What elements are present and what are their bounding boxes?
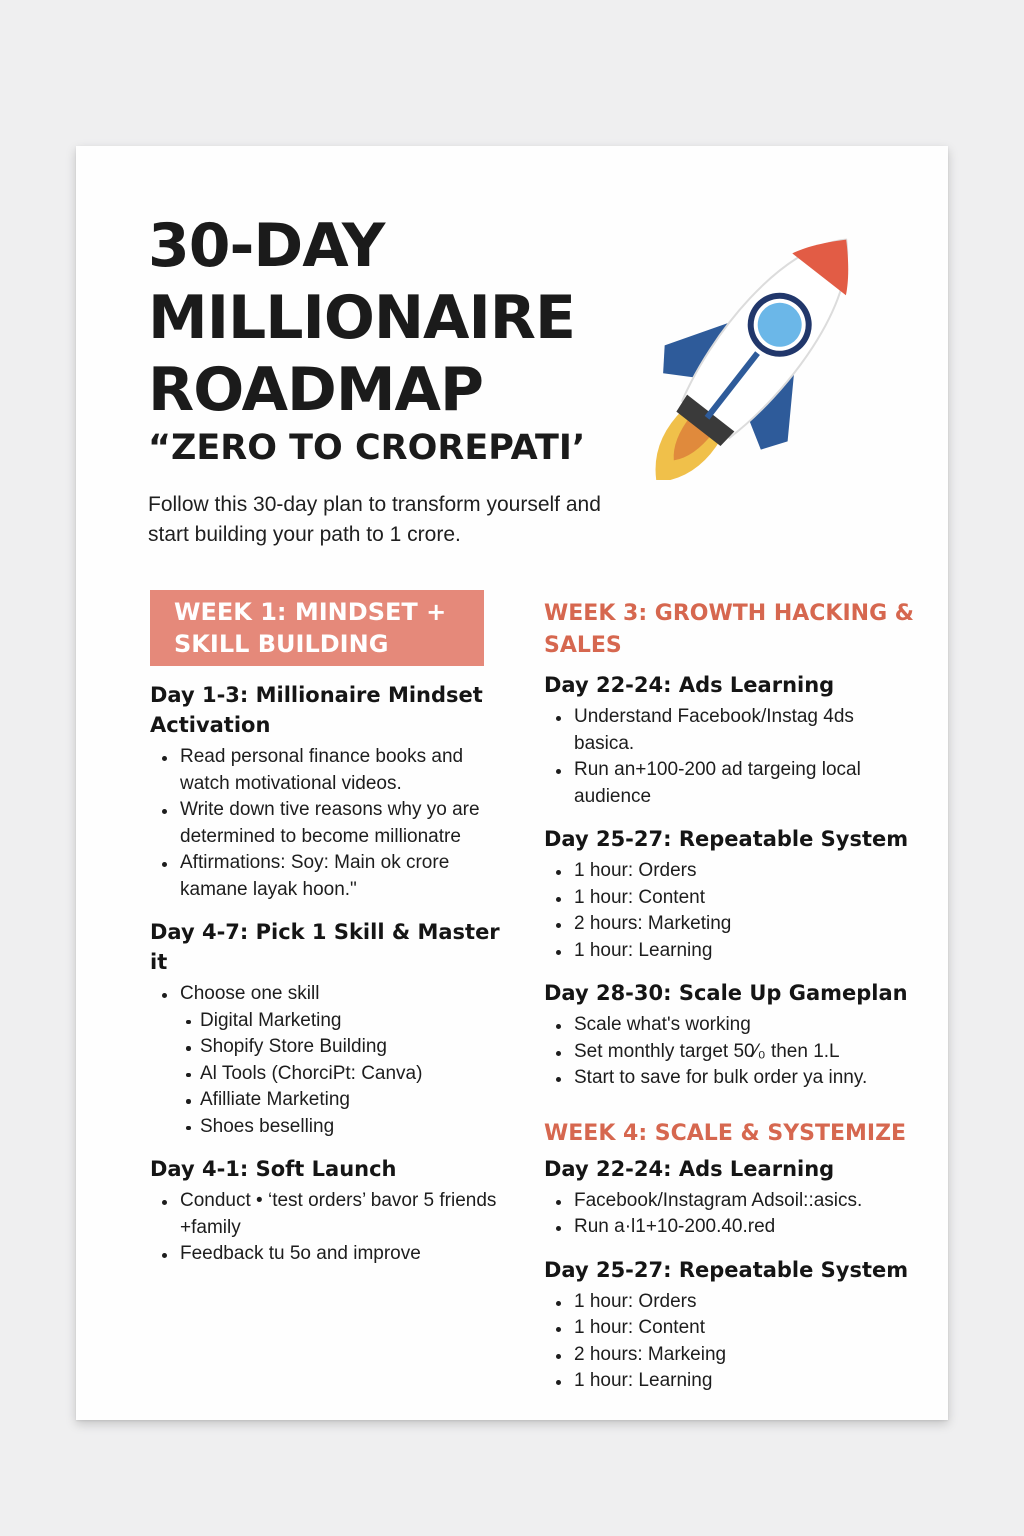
list-item: Feedback tu 5o and improve	[180, 1241, 500, 1268]
list-item-text: Choose one skill	[180, 983, 320, 1004]
week3-heading: WEEK 3: GROWTH HACKING & SALES	[544, 601, 914, 658]
list-item: Scale what's working	[574, 1012, 914, 1039]
rocket-icon	[630, 200, 890, 480]
day-bullet-list	[150, 1188, 500, 1268]
page-title	[148, 210, 608, 426]
list-item: Afilliate Marketing	[200, 1087, 500, 1114]
week1-column	[150, 590, 500, 1282]
day-title: Day 25-27: Repeatable System	[544, 1257, 909, 1282]
day-title: Day 1-3: Millionaire Mindset Activation	[150, 683, 483, 737]
title-line: ROADMAP	[148, 355, 483, 425]
list-item: Start to save for bulk order ya inny.	[574, 1065, 914, 1092]
day-title: Day 22-24: Ads Learning	[544, 1156, 835, 1181]
list-item: 2 hours: Marketing	[574, 911, 914, 938]
list-item: 1 hour: Learning	[574, 1368, 914, 1395]
day-bullet-list	[544, 858, 914, 964]
list-item: Run a·l1+10-200.40.red	[574, 1214, 914, 1241]
list-item: Run an+100-200 ad targeing local audience	[574, 757, 914, 810]
list-item: Al Tools (ChorciPt: Canva)	[200, 1061, 500, 1088]
day-bullet-list	[544, 1012, 914, 1092]
week4-heading: WEEK 4: SCALE & SYSTEMIZE	[544, 1120, 907, 1146]
day-title: Day 28-30: Scale Up Gameplan	[544, 981, 908, 1005]
list-item: 2 hours: Markeing	[574, 1342, 914, 1369]
list-item: Facebook/Instagram Adsoil::asics.	[574, 1188, 914, 1215]
list-item: Digital Marketing	[200, 1008, 500, 1035]
day-bullet-list	[544, 1289, 914, 1395]
list-item: Conduct • ‘test orders’ bavor 5 friends +family	[180, 1188, 500, 1241]
list-item: 1 hour: Orders	[574, 858, 914, 885]
list-item: Write down tive reasons why yo are determined to become millionatre	[180, 797, 500, 850]
list-item: Shopify Store Building	[200, 1034, 500, 1061]
day-title: Day 22-24: Ads Learning	[544, 673, 835, 697]
list-item: 1 hour: Orders	[574, 1289, 914, 1316]
week3-4-column	[544, 598, 914, 1409]
list-item: 1 hour: Content	[574, 885, 914, 912]
day-bullet-list	[544, 704, 914, 810]
list-item: Read personal finance books and watch motivational videos.	[180, 744, 500, 797]
intro-text: Follow this 30-day plan to transform yourself and start building your path to 1 crore.	[148, 493, 601, 546]
day-title: Day 4-7: Pick 1 Skill & Master it	[150, 920, 500, 974]
skill-sublist	[180, 1008, 500, 1141]
title-line: MILLIONAIRE	[148, 283, 575, 353]
day-title: Day 25-27: Repeatable System	[544, 827, 909, 851]
page-subtitle: “ZERO TO CROREPATI’	[148, 428, 586, 468]
list-item: 1 hour: Learning	[574, 938, 914, 965]
list-item: Aftirmations: Soy: Main ok crore kamane layak hoon."	[180, 850, 500, 903]
list-item: Understand Facebook/Instag 4ds basica.	[574, 704, 914, 757]
day-bullet-list	[150, 981, 500, 1140]
week1-heading: WEEK 1: MINDSET + SKILL BUILDING	[150, 590, 484, 666]
day-title: Day 4-1: Soft Launch	[150, 1157, 397, 1181]
day-bullet-list	[544, 1188, 914, 1241]
list-item: Shoes beselling	[200, 1114, 500, 1141]
list-item: 1 hour: Content	[574, 1315, 914, 1342]
list-item: Set monthly target 50⁄₀ then 1.L	[574, 1039, 914, 1066]
title-line: 30-DAY	[148, 211, 385, 281]
day-bullet-list	[150, 744, 500, 903]
list-item	[180, 981, 500, 1140]
